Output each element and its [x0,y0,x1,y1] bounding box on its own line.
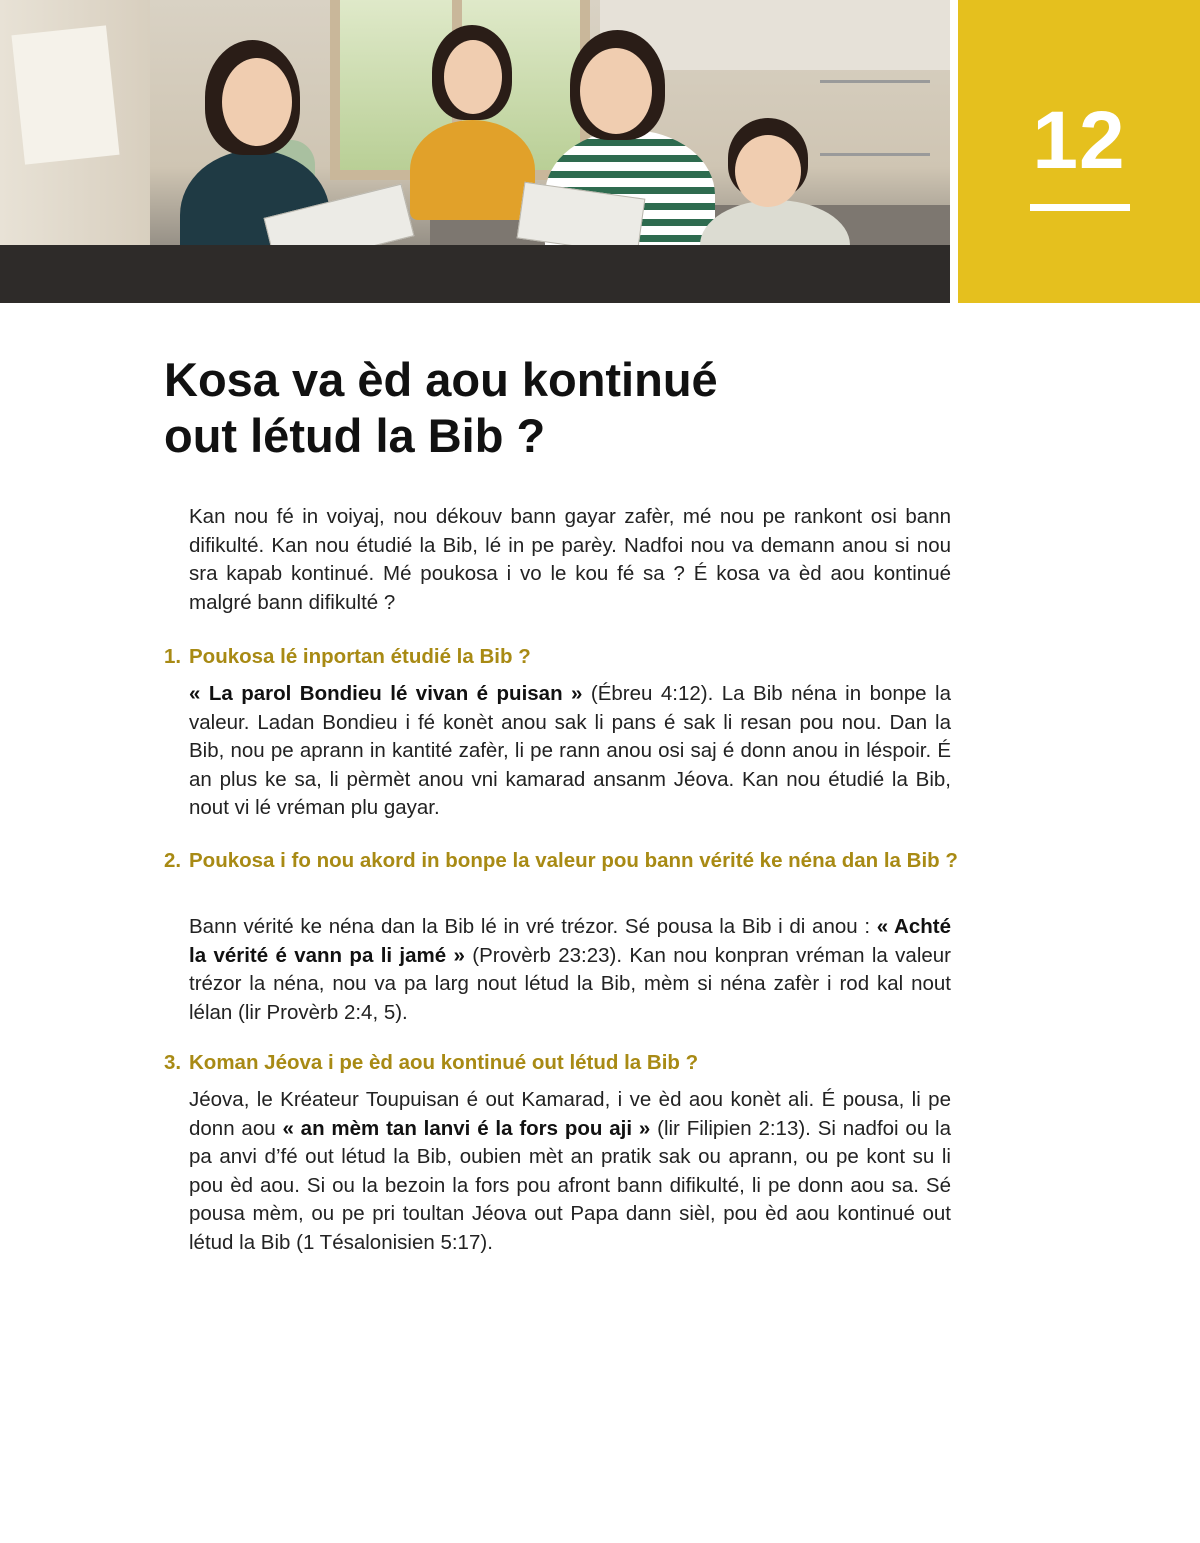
chapter-box [958,0,1200,303]
chapter-number: 12 [1032,95,1126,186]
question-number: 1. [164,645,182,668]
scripture-quote: « an mèm tan lanvi é la fors pou aji » [282,1116,651,1140]
answer-3 [189,1086,951,1258]
answer-2 [189,913,951,1027]
question-number: 3. [164,1051,182,1074]
photo-dish-rack [820,80,930,156]
photo-face [580,48,652,134]
question-text: Poukosa lé inportan étudié la Bib ? [189,645,531,668]
page-title [164,352,944,464]
intro-paragraph: Kan nou fé in voiyaj, nou dékouv bann gayar zafèr, mé nou pe rankont osi bann difikulté. Kan nou étudié la Bib, lé in pe parèy. Nadfoi nou va demann anou si nou sra kapab kontinué. Mé poukosa i vo le kou fé sa ? É kosa va èd aou kontinué malgré bann difikulté ? [189,505,951,614]
answer-text-pre: Bann vérité ke néna dan la Bib lé in vré trézor. Sé pousa la Bib i di anou : [189,915,877,938]
answer-text-post: (Provèrb 23:23). Kan nou konpran vréman la valeur trézor la néna, nou va pa larg nout létud la Bib, mèm si néna zafèr i rod kal nout lélan (lir Provèrb 2:4, 5). [189,943,951,1024]
photo-face [444,40,502,114]
answer-text-pre: Jéova, le Kréateur Toupuisan é out Kamarad, i ve èd aou konèt ali. É pousa, li pe donn aou [189,1088,951,1140]
photo-child-drawing [11,25,119,164]
header-photo [0,0,950,303]
answer-text-post: (lir Filipien 2:13). Si nadfoi ou la pa anvi d’fé out létud la Bib, oubien mèt an pratik sak ou aprann, ou pe kont su li pou èd aou. Si ou la bezoin la fors pou afront bann difikulté, li pe donn aou sa. Sé pousa mèm, ou pe pri toultan Jéova out Papa dann sièl, pou èd aou kontinué out létud la Bib (1 Tésalonisien 5:17). [189,1116,952,1254]
question-text: Koman Jéova i pe èd aou kontinué out létud la Bib ? [189,1051,699,1074]
question-number: 2. [164,849,182,872]
answer-text-post: (Ébreu 4:12). La Bib néna in bonpe la valeur. Ladan Bondieu i fé konèt anou sak li pans é sak li resan pou nou. Dan la Bib, nou pe aprann in kantité zafèr, li pe rann anou osi saj é donn anou in léspoir. É an plus ke sa, li pèrmèt anou vni kamarad ansanm Jéova. Kan nou étudié la Bib, nout vi lé vréman plu gayar. [189,682,951,820]
question-text: Poukosa i fo nou akord in bonpe la valeur pou bann vérité ke néna dan la Bib ? [189,849,958,872]
question-3 [164,1049,979,1077]
photo-face [222,58,292,146]
photo-face [735,135,801,207]
question-1 [164,643,979,671]
scripture-quote: « Achté la vérité é vann pa li jamé » [189,915,951,967]
scripture-quote: « La parol Bondieu lé vivan é puisan » [189,682,583,705]
photo-table [0,245,950,303]
page-title-line-1: Kosa va èd aou kontinué [164,353,718,406]
chapter-rule [1030,204,1130,211]
answer-1 [189,680,951,823]
question-2 [164,847,979,875]
photo-person-girl [410,120,535,220]
page-title-line-2: out létud la Bib ? [164,409,546,462]
